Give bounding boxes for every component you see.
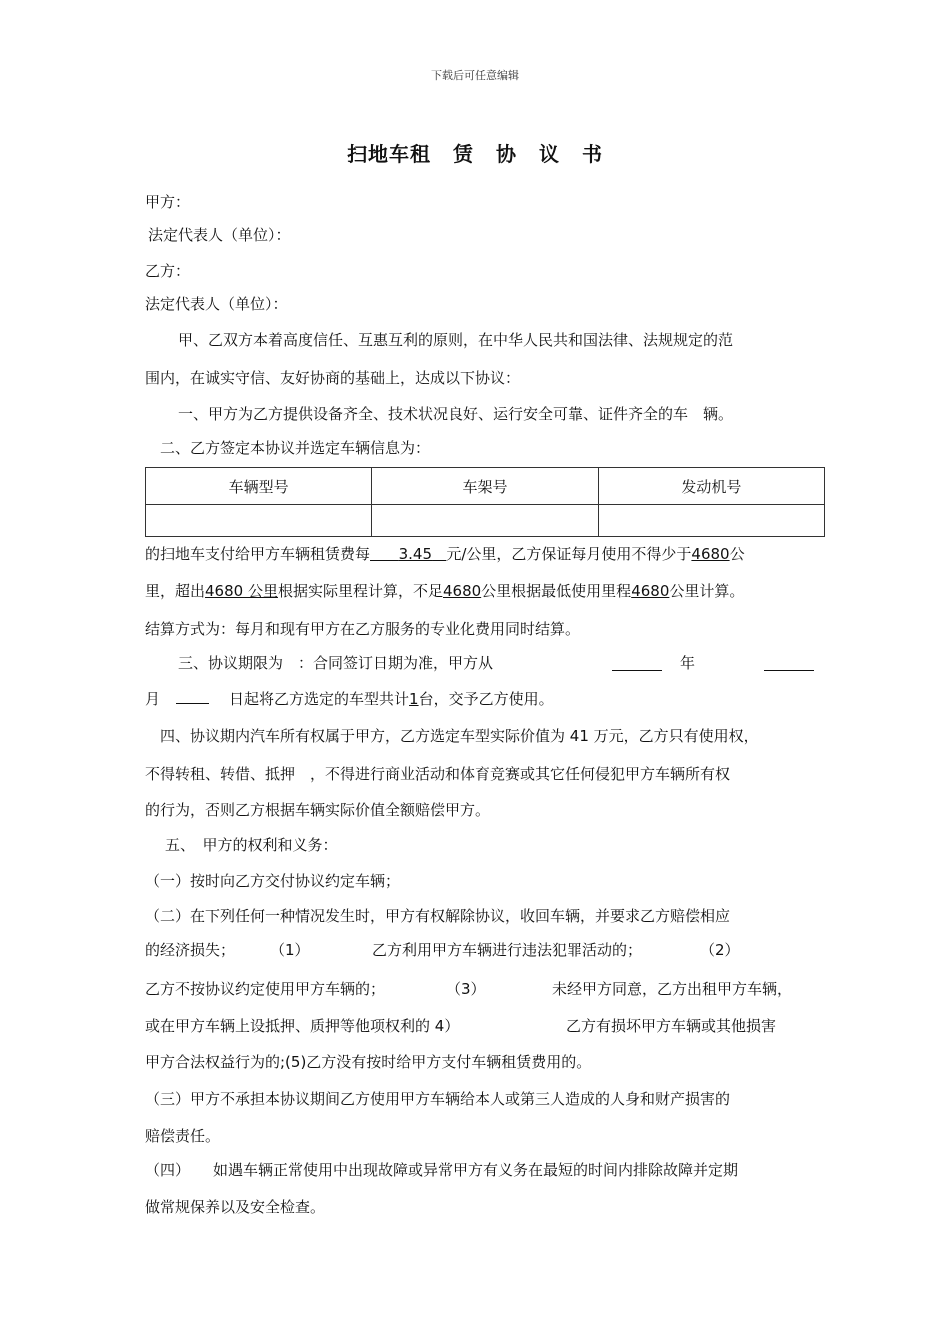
month-label: 月 xyxy=(145,690,161,708)
column-header: 车辆型号 xyxy=(146,468,372,505)
vehicle-count: 1 xyxy=(409,690,419,708)
item-text: 乙方不按协议约定使用甲方车辆的； xyxy=(145,980,386,998)
item-number: （四） xyxy=(145,1161,191,1179)
fee-text: 的扫地车支付给甲方车辆租赁费每 xyxy=(145,545,371,563)
clause-2: 二、乙方签定本协议并选定车辆信息为： xyxy=(160,439,431,457)
item-text: 或在甲方车辆上设抵押、质押等他项权利的 4） xyxy=(145,1017,460,1035)
clause-1: 一、甲方为乙方提供设备齐全、技术状况良好、运行安全可靠、证件齐全的车 辆。 xyxy=(178,405,734,423)
intro-paragraph: 围内，在诚实守信、友好协商的基础上，达成以下协议： xyxy=(145,369,521,387)
fee-text: 公里根据最低使用里程 xyxy=(481,582,632,600)
mileage-value: 4680 xyxy=(691,545,730,563)
table-cell xyxy=(146,505,372,537)
year-label: 年 xyxy=(680,654,696,672)
intro-paragraph: 甲、乙双方本着高度信任、互惠互利的原则，在中华人民共和国法律、法规规定的范 xyxy=(178,331,734,349)
clause-5-item: 做常规保养以及安全检查。 xyxy=(145,1198,326,1216)
clause-5-item: （三）甲方不承担本协议期间乙方使用甲方车辆给本人或第三人造成的人身和财产损害的 xyxy=(145,1090,731,1108)
page-header: 下载后可任意编辑 xyxy=(431,69,519,82)
title-part: 赁 xyxy=(453,142,475,166)
clause-4: 不得转租、转借、抵押 ，不得进行商业活动和体育竞赛或其它任何侵犯甲方车辆所有权 xyxy=(145,765,731,783)
clause-3-cont xyxy=(145,689,554,709)
clause-5-item xyxy=(145,940,235,960)
document-title xyxy=(0,138,950,167)
table-row xyxy=(146,505,825,537)
fee-text: 元/公里，乙方保证每月使用不得少于 xyxy=(446,545,692,563)
fee-text: 里，超出 xyxy=(145,582,206,600)
clause-text: 日起将乙方选定的车型共计 xyxy=(229,690,410,708)
clause-5-item: （二）在下列任何一种情况发生时，甲方有权解除协议，收回车辆，并要求乙方赔偿相应 xyxy=(145,907,731,925)
title-part: 扫地车租 xyxy=(347,142,432,166)
fee-line xyxy=(145,544,745,564)
item-text: 甲方合法权益行为的;(5)乙方没有按时给甲方支付车辆租赁费用的。 xyxy=(145,1053,592,1071)
month-blank xyxy=(764,656,814,671)
item-number: （3） xyxy=(446,980,486,998)
column-header: 车架号 xyxy=(372,468,598,505)
party-b-representative: 法定代表人（单位）： xyxy=(145,295,288,313)
fee-line xyxy=(145,581,744,601)
item-text: 乙方有损坏甲方车辆或其他损害 xyxy=(566,1017,777,1035)
item-number: （1） xyxy=(270,941,310,959)
fee-price xyxy=(370,545,446,563)
party-b-line: 乙方： xyxy=(145,262,191,280)
mileage-value: 4680 xyxy=(631,582,670,600)
item-text: 未经甲方同意，乙方出租甲方车辆， xyxy=(552,980,793,998)
clause-4: 四、协议期内汽车所有权属于甲方，乙方选定车型实际价值为 41 万元，乙方只有使用权， xyxy=(160,727,759,745)
day-blank xyxy=(176,689,209,704)
item-text: 乙方利用甲方车辆进行违法犯罪活动的； xyxy=(372,941,643,959)
clause-text: 台，交予乙方使用。 xyxy=(418,690,554,708)
vehicle-info-table xyxy=(145,467,825,537)
title-part: 议 xyxy=(538,142,560,166)
item-text: 如遇车辆正常使用中出现故障或异常甲方有义务在最短的时间内排除故障并定期 xyxy=(213,1161,739,1179)
fee-text: 根据实际里程计算，不足 xyxy=(277,582,443,600)
year-blank xyxy=(612,656,662,671)
table-cell xyxy=(598,505,824,537)
item-number: （2） xyxy=(700,941,740,959)
mileage-value: 4680 公里 xyxy=(205,582,278,600)
clause-4: 的行为，否则乙方根据车辆实际价值全额赔偿甲方。 xyxy=(145,801,491,819)
settlement-line: 结算方式为：每月和现有甲方在乙方服务的专业化费用同时结算。 xyxy=(145,620,581,638)
item-text: 的经济损失； xyxy=(145,941,236,959)
column-header: 发动机号 xyxy=(598,468,824,505)
price-value: 3.45 xyxy=(398,545,433,563)
fee-text: 公里计算。 xyxy=(669,582,745,600)
table-header-row xyxy=(146,468,825,505)
table-cell xyxy=(372,505,598,537)
clause-5-item: （一）按时向乙方交付协议约定车辆； xyxy=(145,872,401,890)
clause-5-heading: 五、 甲方的权利和义务： xyxy=(165,836,338,854)
party-a-representative: 法定代表人（单位）： xyxy=(148,226,291,244)
mileage-value: 4680 xyxy=(442,582,482,600)
clause-5-item: 赔偿责任。 xyxy=(145,1127,221,1145)
title-part: 协 xyxy=(496,142,517,166)
fee-text: 公 xyxy=(729,545,745,563)
title-part: 书 xyxy=(581,142,603,166)
clause-3: 三、协议期限为 ：合同签订日期为准，甲方从 xyxy=(178,654,494,672)
party-a-line: 甲方： xyxy=(145,193,191,211)
